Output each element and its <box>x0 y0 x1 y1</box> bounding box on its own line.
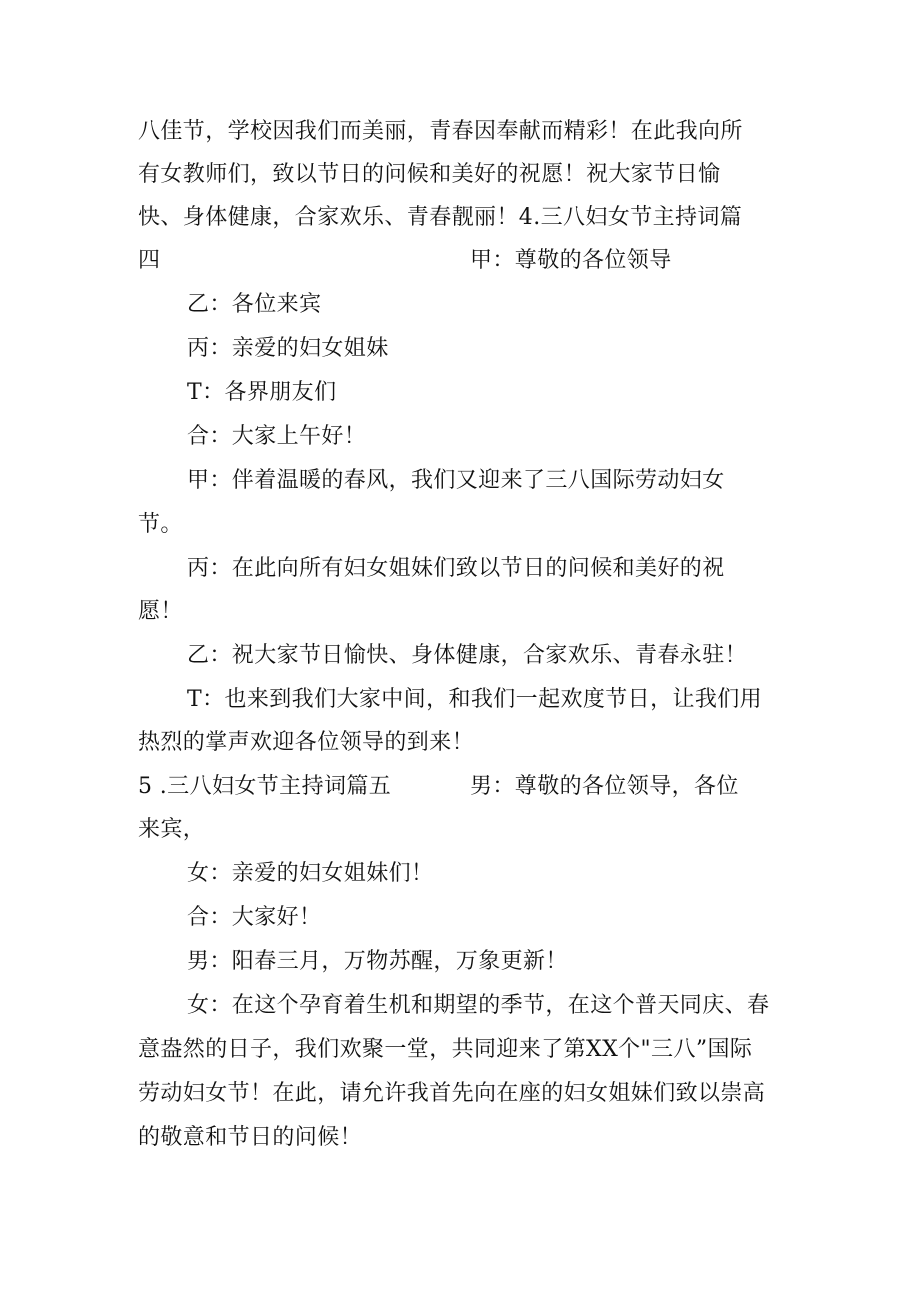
text-line: 丙：在此向所有妇女姐妹们致以节日的问候和美好的祝 <box>187 556 725 581</box>
text-line: 甲：伴着温暖的春风，我们又迎来了三八国际劳动妇女 <box>187 468 725 493</box>
text-line: 来宾， <box>138 817 206 842</box>
text-line: 愿！ <box>138 599 183 624</box>
text-line: 意盎然的日子，我们欢聚一堂，共同迎来了第XX个"三八”国际 <box>138 1037 753 1062</box>
text-line: 热烈的掌声欢迎各位领导的到来！ <box>138 730 475 755</box>
text-line: 节。 <box>138 512 183 537</box>
text-line: T：也来到我们大家中间，和我们一起欢度节日，让我们用 <box>187 687 763 712</box>
text-line: 女：亲爱的妇女姐妹们！ <box>187 861 434 886</box>
text-line: 5 .三八妇女节主持词篇五 <box>138 774 392 799</box>
text-line: 四 <box>138 248 161 273</box>
text-line: 乙：祝大家节日愉快、身体健康，合家欢乐、青春永驻！ <box>187 643 748 668</box>
text-line: 快、身体健康，合家欢乐、青春靓丽！4.三八妇女节主持词篇 <box>138 205 743 230</box>
text-line: 乙：各位来宾 <box>187 292 322 317</box>
text-line: 八佳节，学校因我们而美丽，青春因奉献而精彩！在此我向所 <box>138 119 743 144</box>
text-line: 丙：亲爱的妇女姐妹 <box>187 336 389 361</box>
text-line: 男：阳春三月，万物苏醒，万象更新！ <box>187 949 568 974</box>
text-line: 劳动妇女节！在此，请允许我首先向在座的妇女姐妹们致以崇高 <box>138 1081 766 1106</box>
text-line: 的敬意和节日的问候！ <box>138 1125 363 1150</box>
text-line: 男：尊敬的各位领导，各位 <box>470 774 739 799</box>
text-line: 女：在这个孕育着生机和期望的季节，在这个普天同庆、春 <box>187 993 770 1018</box>
text-line: 合：大家上午好！ <box>187 424 367 449</box>
text-line: T：各界朋友们 <box>187 380 337 405</box>
text-line: 甲：尊敬的各位领导 <box>470 248 672 273</box>
text-line: 有女教师们，致以节日的问候和美好的祝愿！祝大家节日愉 <box>138 162 721 187</box>
text-line: 合：大家好！ <box>187 905 322 930</box>
